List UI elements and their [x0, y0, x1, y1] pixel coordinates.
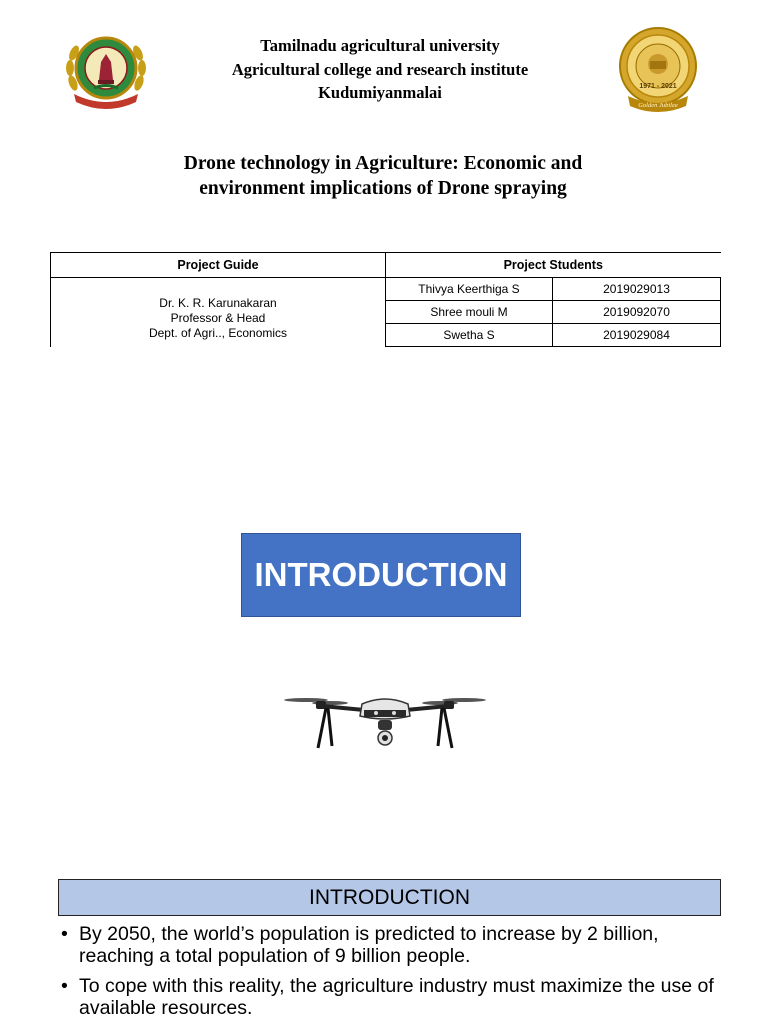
institution-header — [150, 34, 610, 105]
svg-text:Golden Jubilee: Golden Jubilee — [638, 102, 678, 109]
student-id: 2019029084 — [553, 324, 721, 347]
document-title — [100, 151, 666, 201]
student-name: Swetha S — [386, 324, 553, 347]
introduction-title-box: INTRODUCTION — [241, 533, 521, 617]
guide-dept: Dept. of Agri.., Economics — [148, 325, 288, 340]
student-id: 2019029013 — [553, 278, 721, 301]
svg-text:1971 - 2021: 1971 - 2021 — [639, 83, 677, 90]
introduction-bullets — [58, 923, 738, 1027]
guide-cell — [51, 278, 386, 347]
location-name: Kudumiyanmalai — [318, 83, 442, 102]
student-name: Thivya Keerthiga S — [386, 278, 553, 301]
golden-jubilee-logo — [612, 26, 704, 116]
students-header: Project Students — [386, 253, 721, 278]
project-table — [50, 252, 721, 347]
guide-position: Professor & Head — [170, 310, 266, 325]
college-name: Agricultural college and research institute — [231, 59, 529, 79]
guide-header: Project Guide — [51, 253, 386, 278]
tnau-logo — [64, 28, 148, 112]
student-id: 2019092070 — [553, 301, 721, 324]
bullet-item: • By 2050, the world’s population is predicted to increase by 2 billion, reaching a total population of 9 billion people. — [58, 923, 738, 967]
university-name: Tamilnadu agricultural university — [260, 36, 500, 55]
title-line-2: environment implications of Drone spraying — [199, 178, 567, 199]
guide-name: Dr. K. R. Karunakaran — [159, 295, 277, 310]
student-name: Shree mouli M — [386, 301, 553, 324]
title-line-1: Drone technology in Agriculture: Economic and — [183, 153, 583, 174]
bullet-item: • To cope with this reality, the agriculture industry must maximize the use of available resources. — [58, 975, 738, 1019]
drone-image — [282, 690, 488, 754]
introduction-section-heading: INTRODUCTION — [58, 879, 721, 916]
